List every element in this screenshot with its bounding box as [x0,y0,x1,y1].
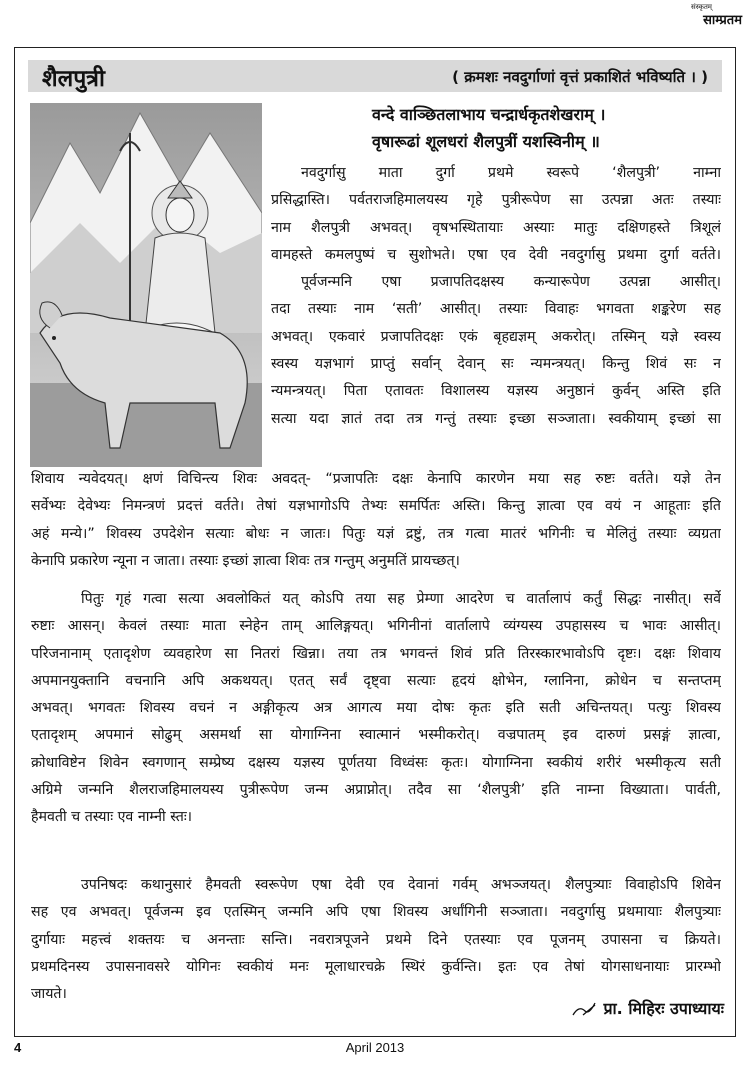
text-line: हैमवती च तस्याः एव नाम्नी स्तः। [31,809,193,826]
text-line: अभवत्। एकवारं प्रजापतिदक्षः एकं बृहद्यज्ञम् अकरोत्। तस्मिन् यज्ञे स्वस्य [271,328,721,345]
paragraph-intro [271,160,721,433]
text-line: केनापि प्रकारेण न्यूना न जाता। तस्याः इच्छां ज्ञात्वा शिवः तत्र गन्तुम् अनुमतिं प्रायच्छत्। [31,552,460,569]
text-line: उपनिषदः कथानुसारं हैमवती स्वरूपेण एषा देवी एव देवानां गर्वम् अभञ्जयत्। शैलपुत्र्याः विवाहोऽपि शिवेन [81,877,721,893]
paragraph-upanishad [31,872,721,1008]
text-line: एतादृशम् अपमानं सोढुम् असमर्था सा योगाग्निना स्वात्मानं भस्मीकरोत्। वज्रपातम् इव दारुणं प्रसङ्गं ज्ञात्वा, [31,727,721,744]
masthead [691,4,742,27]
text-line: परिजनानाम् एतादृशेण व्यवहारेण सा नितरां खिन्ना। तया तत्र भगवन्तं शिवं प्रति तिरस्कारभावोऽपि दृष्टः। दक्षः शिवाय [31,645,721,662]
paragraph-story [31,586,721,832]
masthead-small: संस्कृतम् [690,3,712,11]
text-line: वामहस्ते कमलपुष्पं च सुशोभते। एषा एव देवी नवदुर्गासु प्रथमा दुर्गा वर्तते। [271,246,721,263]
text-line: तदा तस्याः नाम ‘सती’ आसीत्। तस्याः विवाहः भगवता शङ्करेण सह [271,301,721,318]
page-number: 4 [14,1040,22,1055]
text-line: दुर्गायाः महत्त्वं शक्तयः च अनन्ताः सन्ति। नवरात्रपूजने प्रथमे दिने एतस्याः एव पूजनम् उपासना च क्रियते। [31,931,721,948]
verse-line-1: वन्दे वाञ्छितलाभाय चन्द्रार्धकृतशेखराम् । [372,105,606,124]
text-line: सह एव अभवत्। पूर्वजन्म इव एतस्मिन् जन्मनि अपि एषा शिवस्य अर्धांगिनी सञ्जाता। नवदुर्गासु प्रथमायाः शैलपुत्र्याः [31,904,721,921]
text-line: प्रथमदिनस्य उपासनावसरे योगिनः स्वकीयं मनः मूलाधारचक्रे स्थिरं कुर्वन्ति। इतः एव तेषां योगसाधनायाः प्रारम्भो [31,958,721,975]
verse-line-2: वृषारूढां शूलधरां शैलपुत्रीं यशस्विनीम् ॥ [372,132,600,151]
text-line: रुष्टाः आसन्। केवलं तस्याः माता स्नेहेन ताम् आलिङ्गयत्। भगिनीनां वार्तालापे व्यंग्यस्य उपहासस्य च भावः आसीत्। [31,618,721,635]
issue-date: April 2013 [345,1040,405,1055]
text-line: सत्या यदा ज्ञातं तदा तत्र गन्तुं तस्याः इच्छा सञ्जाता। स्वकीयाम् इच्छां सा [271,410,721,427]
text-line: शिवाय न्यवेदयत्। क्षणं विचिन्त्य शिवः अवदत्- “प्रजापतिः दक्षः केनापि कारणेन मया सह रुष्टः वर्तते। यज्ञे तेन [31,471,721,487]
text-line: क्रोधाविष्टेन शिवेन स्वगणान् सम्प्रेष्य दक्षस्य यज्ञस्य पूर्णतया विध्वंसः कृतः। योगाग्निना स्वकीयं शरीरं भस्मीकृत्य सती [31,754,721,771]
text-line: प्रसिद्धास्ति। पर्वतराजहिमालयस्य गृहे पुत्रीरूपेण सा उत्पन्ना अतः तस्याः [271,192,721,209]
author-name: प्रा. मिहिरः उपाध्यायः [603,999,724,1018]
text-line: न्यमन्त्रयत्। पिता एतावतः विशालस्य यज्ञस्य अनुष्ठानं कुर्वन् अस्ति इति [271,383,721,400]
text-line: पितुः गृहं गत्वा सत्या अवलोकितं यत् कोऽपि तया सह प्रेम्णा आदरेण च वार्तालापं कर्तुं सिद्धः नासीत्। सर्वे [81,591,721,607]
text-line: सर्वेभ्यः देवेभ्यः निमन्त्रणं प्रदत्तं वर्तते। तेषां यज्ञभागोऽपि तेभ्यः समर्पितः अस्ति। किन्तु ज्ञात्वा एव वयं न आहूताः इति [31,498,721,515]
article-title: शैलपुत्री [42,66,105,92]
text-line: अग्रिमे जन्मनि शैलराजहिमालयस्य पुत्रीरूपेण जन्म अप्राप्नोत्। तदैव सा ‘शैलपुत्री’ इति नाम्ना विख्याता। पार्वती, [31,782,721,799]
paragraph-continuation [31,466,721,575]
pen-icon [571,1001,597,1017]
text-line: अभवत्। भगवतः शिवस्य वचनं न अङ्गीकृत्य अत्र आगत्य मया दोषः कृतः इति सती अचिन्तयत्। पत्युः शिवस्य [31,700,721,717]
series-note: ( क्रमशः नवदुर्गाणां वृत्तं प्रकाशितं भविष्यति । ) [452,68,708,86]
text-line: नाम शैलपुत्री अभवत्। वृषभस्थितायाः अस्याः मातुः दक्षिणहस्ते त्रिशूलं [271,219,721,236]
author-signature [571,997,724,1019]
text-line: नवदुर्गासु माता दुर्गा प्रथमे स्वरूपे ‘शैलपुत्री’ नाम्ना [301,165,721,181]
goddess-illustration [30,103,262,467]
text-line: पूर्वजन्मनि एषा प्रजापतिदक्षस्य कन्यारूपेण उत्पन्ना आसीत्। [301,274,721,291]
text-line: अपमानयुक्तानि वचनानि अपि अकथयत्। एतत् सर्वं दृष्ट्वा सत्याः हृदयं क्षोभेन, ग्लानिना, क्रोधेन च सन्तप्तम् [31,672,721,689]
title-bar [28,60,722,92]
masthead-title: साम्प्रतम [703,13,742,28]
text-line: स्वस्य यज्ञभागं प्राप्तुं सर्वान् देवान् सः न्यमन्त्रयत्। किन्तु शिवं सः न [271,356,721,373]
text-line: अहं मन्ये।” शिवस्य उपदेशेन सत्याः बोधः न जातः। पितुः यज्ञं द्रष्टुं, तत्र गत्वा मातरं भगिनीः च मेलितुं तस्याः व्यग्रता [31,525,721,542]
text-line: जायते। [31,986,67,1003]
